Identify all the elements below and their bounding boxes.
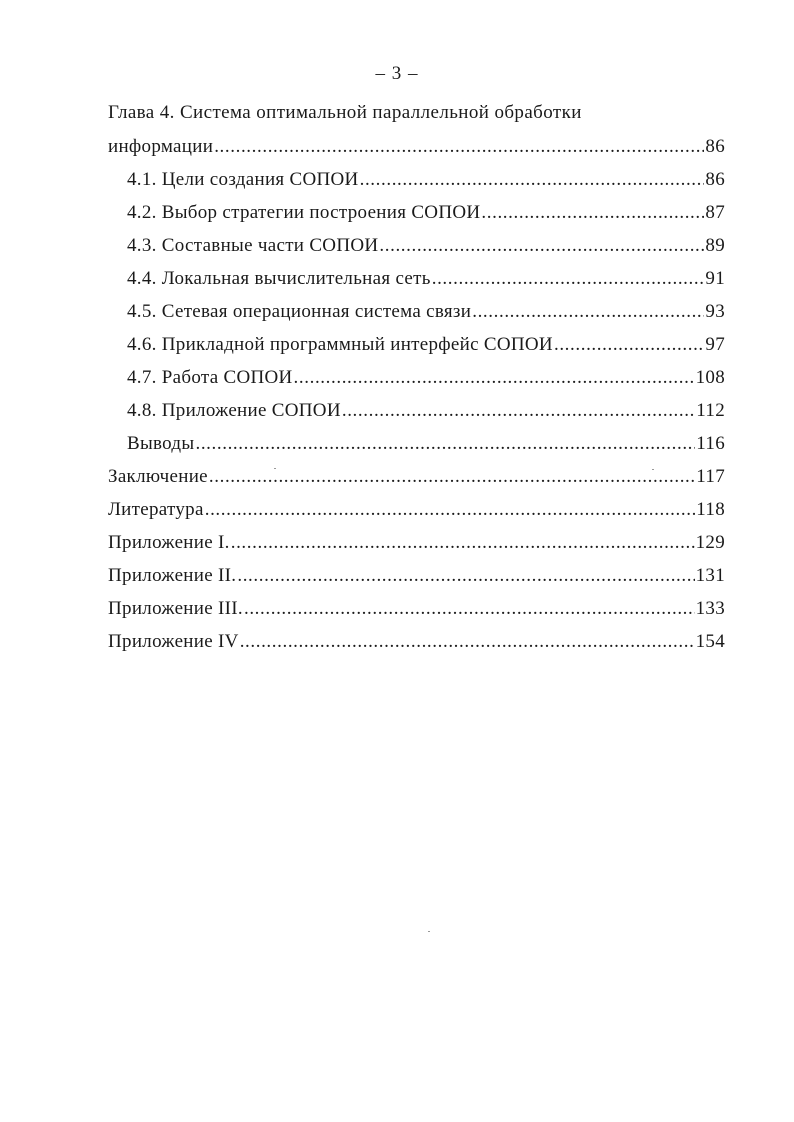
dot-leader xyxy=(554,333,704,357)
toc-entry-page: 91 xyxy=(705,268,725,289)
toc-entry-page: 117 xyxy=(696,466,725,487)
toc-entry-page: 86 xyxy=(705,136,725,157)
scan-speck xyxy=(652,469,654,470)
toc-entry-page: 112 xyxy=(696,400,725,421)
toc-entry xyxy=(108,597,725,630)
chapter-heading: Глава 4. Система оптимальной параллельной обработки xyxy=(108,102,582,123)
toc-entry xyxy=(108,432,725,465)
toc-entry-page: 108 xyxy=(695,367,725,388)
toc-entry-label: 4.5. Сетевая операционная система связи xyxy=(127,301,472,322)
toc-entry-page: 93 xyxy=(705,301,725,322)
scan-speck xyxy=(428,931,430,932)
dot-leader xyxy=(294,366,695,390)
dot-leader xyxy=(195,432,695,456)
dot-leader xyxy=(209,465,695,489)
toc-entry-page: 86 xyxy=(705,169,725,190)
toc-entry-label: Выводы xyxy=(127,433,195,454)
dot-leader xyxy=(231,531,695,555)
toc-entry-label: Приложение III. xyxy=(108,598,243,619)
toc-entry xyxy=(108,465,725,498)
toc-entry-label: 4.1. Цели создания СОПОИ xyxy=(127,169,359,190)
toc-entry-label: Приложение I. xyxy=(108,532,230,553)
table-of-contents xyxy=(108,135,725,663)
dot-leader xyxy=(214,135,704,159)
toc-entry-page: 154 xyxy=(695,631,725,652)
dot-leader xyxy=(432,267,705,291)
toc-entry xyxy=(108,333,725,366)
toc-entry-page: 133 xyxy=(695,598,725,619)
toc-entry xyxy=(108,234,725,267)
toc-entry xyxy=(108,564,725,597)
toc-entry-label: Заключение xyxy=(108,466,208,487)
toc-entry-label: 4.3. Составные части СОПОИ xyxy=(127,235,379,256)
toc-entry-page: 118 xyxy=(696,499,725,520)
toc-entry xyxy=(108,498,725,531)
toc-entry-page: 89 xyxy=(705,235,725,256)
toc-entry xyxy=(108,267,725,300)
toc-entry xyxy=(108,399,725,432)
dot-leader xyxy=(244,597,695,621)
toc-entry xyxy=(108,201,725,234)
toc-entry xyxy=(108,168,725,201)
toc-entry-page: 129 xyxy=(695,532,725,553)
dot-leader xyxy=(379,234,704,258)
toc-entry-label: 4.8. Приложение СОПОИ xyxy=(127,400,341,421)
dot-leader xyxy=(481,201,704,225)
toc-entry xyxy=(108,366,725,399)
toc-entry-page: 116 xyxy=(696,433,725,454)
scan-speck xyxy=(274,468,276,469)
toc-entry xyxy=(108,630,725,663)
toc-entry-label: информации xyxy=(108,136,214,157)
toc-entry xyxy=(108,300,725,333)
dot-leader xyxy=(342,399,695,423)
toc-entry-page: 97 xyxy=(705,334,725,355)
toc-entry-label: Литература xyxy=(108,499,204,520)
toc-entry-page: 87 xyxy=(705,202,725,223)
toc-entry xyxy=(108,531,725,564)
toc-entry-label: 4.2. Выбор стратегии построения СОПОИ xyxy=(127,202,481,223)
dot-leader xyxy=(237,564,694,588)
toc-entry-label: Приложение IV xyxy=(108,631,239,652)
page-number: – 3 – xyxy=(375,63,419,84)
toc-entry-label: 4.7. Работа СОПОИ xyxy=(127,367,293,388)
toc-entry-label: 4.4. Локальная вычислительная сеть xyxy=(127,268,431,289)
dot-leader xyxy=(360,168,705,192)
dot-leader xyxy=(205,498,696,522)
dot-leader xyxy=(240,630,695,654)
toc-entry xyxy=(108,135,725,168)
dot-leader xyxy=(472,300,704,324)
toc-entry-page: 131 xyxy=(695,565,725,586)
toc-entry-label: Приложение II. xyxy=(108,565,237,586)
toc-entry-label: 4.6. Прикладной программный интерфейс СОПОИ xyxy=(127,334,553,355)
